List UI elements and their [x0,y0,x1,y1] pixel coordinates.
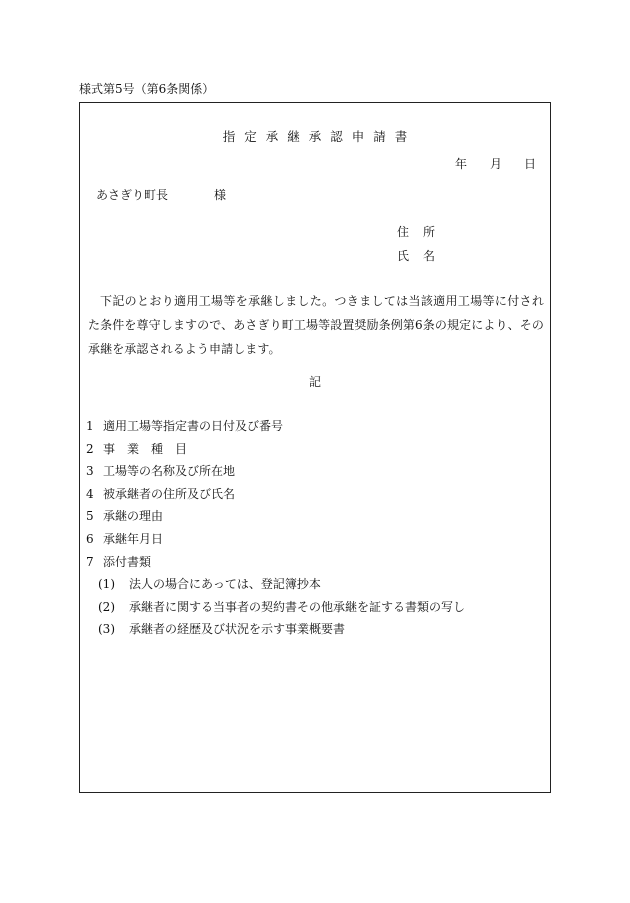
applicant-name-label-char-1: 氏 [397,249,410,263]
list-item [86,438,465,461]
application-form-frame [79,102,551,793]
list-item [86,551,465,574]
item-text: 添付書類 [103,554,152,569]
list-item [86,528,465,551]
item-text: 適用工場等指定書の日付及び番号 [103,419,284,433]
form-number: 様式第5号（第6条関係） [79,82,215,96]
attachment-item [86,596,465,619]
list-item [86,415,465,438]
item-text: 工場等の名称及び所在地 [103,464,236,479]
item-number: 4 [86,486,94,501]
applicant-address-label-char-2: 所 [423,225,436,239]
date-day-label: 日 [524,157,537,171]
item-list [86,415,465,641]
item-text: 承継の理由 [103,509,164,524]
item-number: 6 [86,531,94,546]
applicant-name-label-char-2: 名 [423,249,436,263]
document-title: 指定承継承認申請書 [222,129,417,144]
attachment-text: 法人の場合にあっては、登記簿抄本 [129,577,321,592]
date-month-label: 月 [490,157,503,171]
applicant-address-label [397,223,435,240]
item-number: 1 [86,419,94,433]
list-item [86,460,465,483]
attachment-number: (1) [98,577,115,592]
application-body-text: 下記のとおり適用工場等を承継しました。つきましては当該適用工場等に付された条件を尊守しますので、あさぎり町工場等設置奨励条例第6条の規定により、その承継を承認されるよう申請します。 [88,294,544,356]
attachment-text: 承継者に関する当事者の契約書その他承継を証する書類の写し [129,599,466,614]
item-number: 7 [86,554,94,569]
item-text: 承継年月日 [103,531,164,546]
item-number: 3 [86,464,94,479]
addressee-honorific: 様 [214,188,227,202]
ki-heading: 記 [308,375,321,389]
attachments-block [86,573,465,641]
item-text: 被承継者の住所及び氏名 [103,486,236,501]
attachment-number: (3) [98,622,115,637]
attachment-text: 承継者の経歴及び状況を示す事業概要書 [129,622,346,637]
list-item [86,483,465,506]
item-number: 2 [86,441,94,456]
list-item [86,505,465,528]
attachment-item [86,618,465,641]
applicant-name-label [397,247,435,264]
date-year-label: 年 [455,157,468,171]
applicant-address-label-char-1: 住 [397,225,410,239]
addressee-name: あさぎり町長 [96,188,169,202]
item-number: 5 [86,509,94,524]
attachment-item [86,573,465,596]
item-text: 事 業 種 目 [103,441,188,456]
attachment-number: (2) [98,599,115,614]
attachment-list [86,573,465,641]
